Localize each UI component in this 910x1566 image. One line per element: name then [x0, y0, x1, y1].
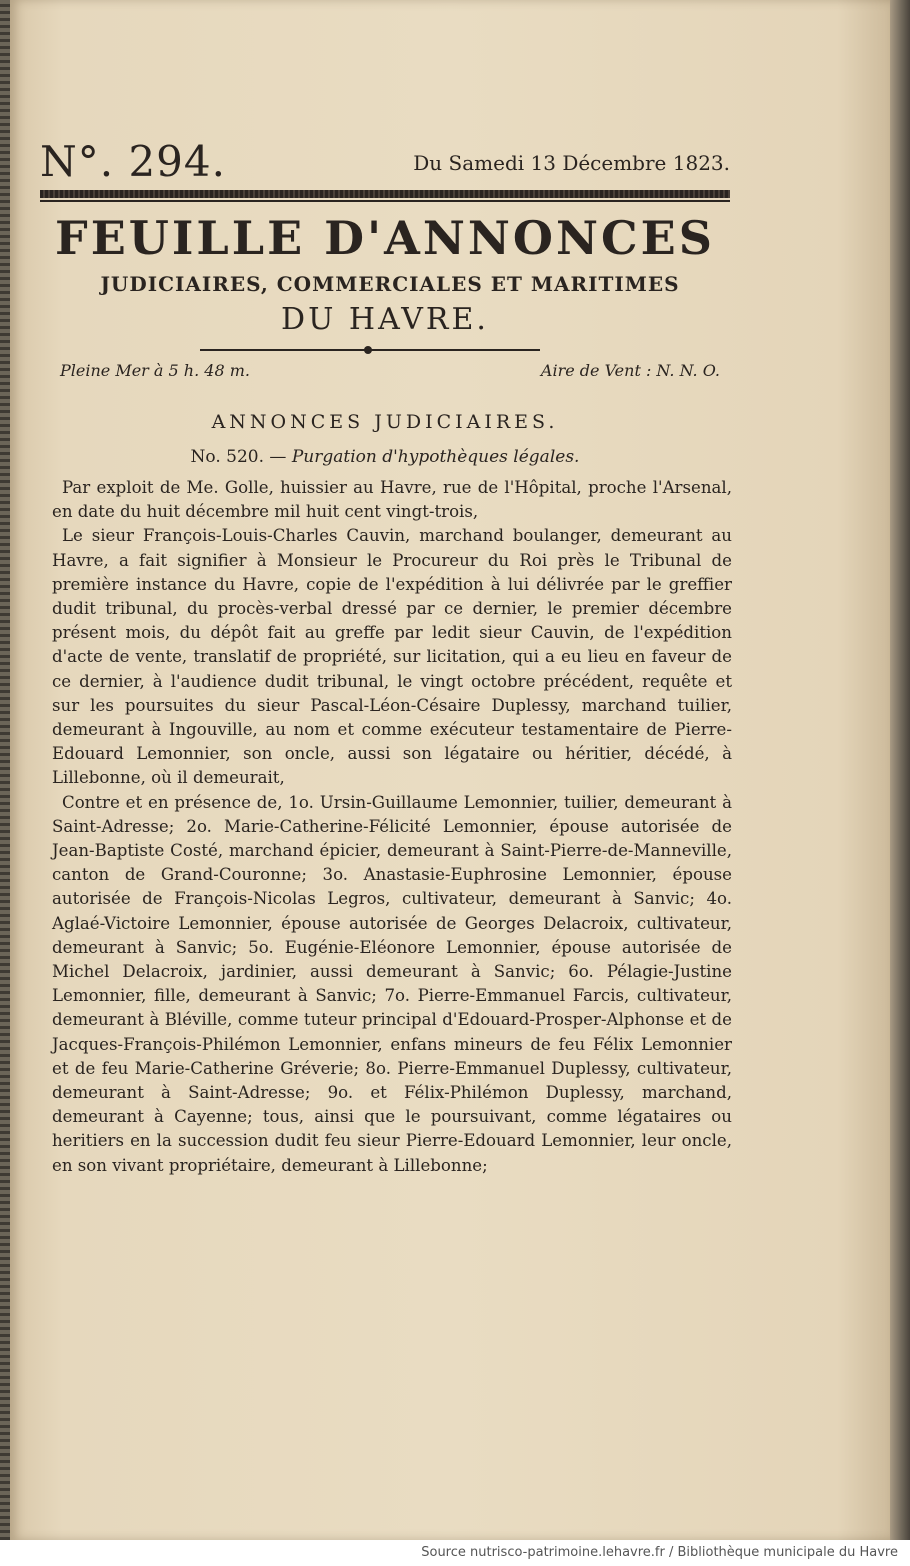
ornament-dot: [364, 346, 372, 354]
issue-date: Du Samedi 13 Décembre 1823.: [413, 151, 730, 175]
notice-title: Purgation d'hypothèques légales.: [291, 447, 580, 467]
body-paragraph: Le sieur François-Louis-Charles Cauvin, marchand boulanger, demeurant au Havre, a fait signifier à Monsieur le Procureur du Roi près le Tribunal de première instance du Havre, copie de l'expédition à lui délivrée par le greffier dudit tribunal, du procès-verbal dressé par ce dernier, le premier décembre présent mois, du dépôt fait au greffe par ledit sieur Cauvin, de l'expédition d'acte de vente, translatif de propriété, sur licitation, qui a eu lieu en faveur de ce dernier, à l'audience dudit tribunal, le vingt octobre précédent, requête et sur les poursuites du sieur Pascal-Léon-Césaire Duplessy, marchand tuilier, demeurant à Ingouville, au nom et comme exécuteur testamentaire de Pierre-Edouard Lemonnier, son oncle, aussi son légataire ou héritier, décédé, à Lillebonne, où il demeurait,: [52, 526, 732, 788]
book-binding: [0, 0, 10, 1540]
masthead-rule-thick: [40, 190, 730, 198]
newspaper-title: FEUILLE D'ANNONCES: [55, 211, 715, 265]
high-tide-time: Pleine Mer à 5 h. 48 m.: [60, 361, 250, 380]
ornament-divider: [200, 346, 540, 354]
masthead-rule-thin: [40, 200, 730, 202]
body-paragraph: Contre et en présence de, 1o. Ursin-Guillaume Lemonnier, tuilier, demeurant à Saint-Adresse; 2o. Marie-Catherine-Félicité Lemonnier, épouse autorisée de Jean-Baptiste Costé, marchand épicier, demeurant à Saint-Pierre-de-Manneville, canton de Grand-Couronne; 3o. Anastasie-Euphrosine Lemonnier, épouse autorisée de François-Nicolas Legros, cultivateur, demeurant à Sanvic; 4o. Aglaé-Victoire Lemonnier, épouse autorisée de Georges Delacroix, cultivateur, demeurant à Sanvic; 5o. Eugénie-Eléonore Lemonnier, épouse autorisée de Michel Delacroix, jardinier, aussi demeurant à Sanvic; 6o. Pélagie-Justine Lemonnier, fille, demeurant à Sanvic; 7o. Pierre-Emmanuel Farcis, cultivateur, demeurant à Bléville, comme tuteur principal d'Edouard-Prosper-Alphonse et de Jacques-François-Philémon Lemonnier, enfans mineurs de feu Félix Lemonnier et de feu Marie-Catherine Gréverie; 8o. Pierre-Emmanuel Duplessy, cultivateur, demeurant à Saint-Adresse; 9o. et Félix-Philémon Duplessy, marchand, demeurant à Cayenne; tous, ainsi que le poursuivant, comme légataires ou heritiers en la succession dudit feu sieur Pierre-Edouard Lemonnier, leur oncle, en son vivant propriétaire, demeurant à Lillebonne;: [52, 792, 732, 1175]
masthead-top: [40, 136, 730, 188]
issue-number: N°. 294.: [40, 137, 226, 186]
notice-body: [52, 476, 732, 1178]
newspaper-city: DU HAVRE.: [281, 302, 489, 337]
tide-info-line: [60, 356, 720, 386]
page-edge: [890, 0, 910, 1540]
section-heading: ANNONCES JUDICIAIRES.: [211, 411, 559, 433]
newspaper-subtitle: JUDICIAIRES, COMMERCIALES ET MARITIMES: [100, 272, 680, 296]
notice-heading: [40, 442, 730, 472]
wind-direction: Aire de Vent : N. N. O.: [540, 361, 720, 380]
body-paragraph: Par exploit de Me. Golle, huissier au Havre, rue de l'Hôpital, proche l'Arsenal, en date du huit décembre mil huit cent vingt-trois,: [52, 478, 732, 522]
source-credit: Source nutrisco-patrimoine.lehavre.fr / Bibliothèque municipale du Havre: [421, 1545, 898, 1560]
notice-number: No. 520. —: [190, 447, 287, 467]
